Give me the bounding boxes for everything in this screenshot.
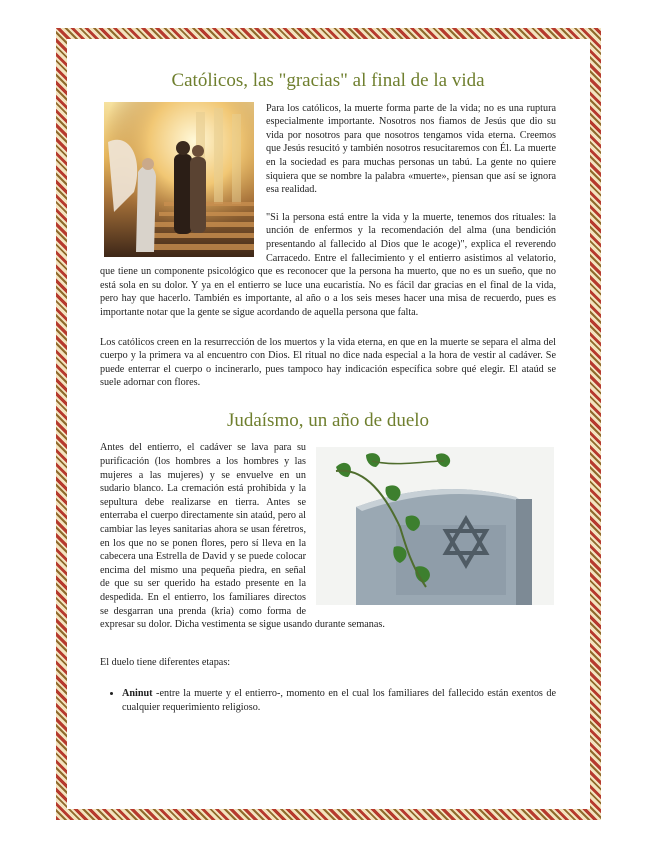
list-item-term: Aninut bbox=[122, 688, 153, 700]
duelo-stages-list bbox=[122, 687, 556, 714]
document-content bbox=[100, 64, 556, 715]
judaismo-paragraph-2: El duelo tiene diferentes etapas: bbox=[100, 656, 231, 668]
section-title-catolicos: Católicos, las "gracias" al final de la vida bbox=[171, 70, 485, 91]
gravestone-illustration bbox=[316, 447, 554, 605]
catholic-heaven-image bbox=[104, 102, 254, 257]
list-item-text: -entre la muerte y el entierro-, momento en el cual los familiares del fallecido están exentos de cualquier requerimiento religioso. bbox=[122, 688, 556, 713]
jewish-gravestone-image bbox=[316, 447, 554, 605]
judaismo-paragraph-1: Antes del entierro, el cadáver se lava para su purificación (los hombres a los hombres y las mujeres a las mujeres) y se envuelve en un sudario blanco. La cremación está prohibida y la sepultura debe realizarse en tierra. Antes se enterraba el cuerpo directamente sin ataúd, pero al cambiar las leyes sanitarias ahora se usan féretros, en los que no se ponen flores, pero sí lleva en la cabecera una Estrella de David y se puede colocar encima del mismo una pequeña piedra, en señal de que su ser querido ha estado presente en la despedida. En el entierro, los familiares directos se desgarran una prenda (kria) como forma de expresar su dolor. Dicha vestimenta se sigue usando durante semanas. bbox=[100, 442, 385, 631]
section-title-judaismo: Judaísmo, un año de duelo bbox=[226, 409, 430, 431]
list-item bbox=[122, 687, 556, 714]
catolicos-paragraph-3: Los católicos creen en la resurrección de los muertos y la vida eterna, en que en la muerte se separa el alma del cuerpo y la primera va al encuentro con Dios. El ritual no dice nada especial a la hora de vestir al cadáver. Se puede enterrar el cuerpo o incinerarlo, pues tampoco hay indicación específica sobre qué elegir. El ataúd se suele adornar con flores. bbox=[100, 336, 556, 389]
catolicos-paragraph-2: "Si la persona está entre la vida y la muerte, tenemos dos rituales: la unción de enfermos y la recomendación del alma (una bendición presentando al fallecido al Dios que le acoge)", explica el reverendo Carracedo. Entre el fallecimiento y el entierro asistimos al velatorio, que tiene un componente psicológico que es reconocer que la persona ha muerto, que no es un sueño, que no está sola en su dolor. Y ya en el entierro se luce una eucaristía. No es fácil dar gracias en el final de la vida, pero hay que hacerlo. También es importante, al año o a los seis meses hacer una misa de recuerdo, pues es importante notar que la gente se sigue acordando de aquella persona que falta. bbox=[100, 211, 556, 318]
catholic-illustration bbox=[104, 102, 254, 257]
catolicos-paragraph-1: Para los católicos, la muerte forma parte de la vida; no es una ruptura especialmente importante. Nosotros nos fiamos de Jesús que dio su vida por nosotros para que nosotros tengamos vida eterna. Creemos que Jesús resucitó y también nosotros resucitaremos con Él. La muerte en la sociedad es para muchas personas un tabú. La gente no quiere siquiera que se nombre la palabra «muerte», piensan que así se ignora esa realidad. bbox=[266, 102, 556, 196]
